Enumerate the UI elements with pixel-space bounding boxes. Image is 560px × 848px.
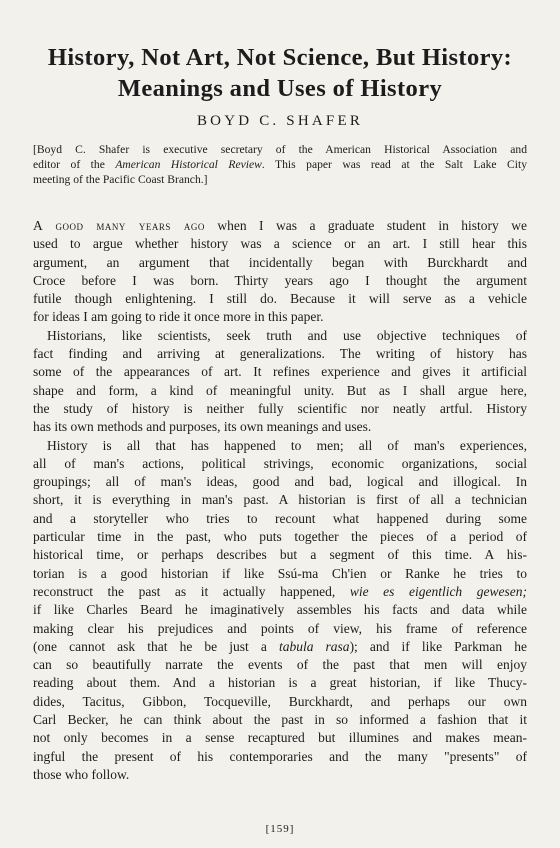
article-body [33, 217, 527, 784]
body-text: ); and if like Parkman he [349, 638, 527, 654]
body-line: torian is a good historian if like Ssú-ma Ch'ien or Ranke he tries to [33, 565, 527, 581]
german-phrase: wie es eigentlich gewesen; [349, 583, 527, 599]
body-line: Croce before I was born. Thirty years ago I thought the argument [33, 272, 527, 288]
body-line: ingful the present of his contemporaries and the many "presents" of [33, 748, 527, 764]
body-line: historical time, or perhaps describes but a segment of this time. A his- [33, 547, 527, 563]
body-text: (one cannot ask that he be just a [33, 638, 279, 654]
body-text: reconstruct the past as it actually happened, [33, 583, 350, 599]
body-line: reading about them. And a historian is a great historian, if like Thucy- [33, 675, 527, 691]
body-line: if like Charles Beard he imaginatively assembles his facts and data while [33, 602, 527, 618]
lead-small-caps: A good many years ago [33, 218, 205, 233]
body-line: making clear his prejudices and points of view, his frame of reference [33, 620, 527, 636]
body-line: dides, Tacitus, Gibbon, Tocqueville, Burckhardt, and perhaps our own [33, 693, 527, 709]
body-line: History is all that has happened to men; all of man's experiences, [47, 437, 527, 453]
body-line: groupings; all of man's ideas, good and bad, logical and illogical. In [33, 474, 527, 490]
body-line: some of the appearances of art. It refines experience and gives it artificial [33, 364, 527, 380]
note-line: meeting of the Pacific Coast Branch.] [33, 173, 208, 186]
body-line [33, 638, 527, 656]
body-line: particular time in the past, who puts together the pieces of a period of [33, 529, 527, 545]
body-line: all of man's actions, political strivings, economic organizations, social [33, 455, 527, 471]
title-line-2: Meanings and Uses of History [117, 75, 443, 102]
body-line: and a storyteller who tries to recount what happened during some [33, 510, 527, 526]
article-page [33, 42, 527, 784]
body-line: Historians, like scientists, seek truth and use objective techniques of [47, 327, 527, 343]
body-line: those who follow. [33, 766, 130, 782]
note-line: [Boyd C. Shafer is executive secretary of the American Historical Association and [33, 143, 527, 156]
author-note [33, 142, 527, 187]
body-line [33, 217, 527, 235]
note-text: editor of the [33, 158, 116, 171]
body-line: Carl Becker, he can think about the past in so informed a fashion that it [33, 712, 527, 728]
body-line: argument, an argument that incidentally began with Burckhardt and [33, 254, 527, 270]
body-line [33, 583, 527, 601]
title-line-1: History, Not Art, Not Science, But History: [47, 44, 513, 71]
body-line: the study of history is neither fully scientific nor neatly artful. History [33, 400, 527, 416]
note-text: . This paper was read at the Salt Lake City [261, 158, 527, 171]
journal-title: American Historical Review [115, 158, 262, 171]
body-line: can so beautifully narrate the events of the past that men will enjoy [33, 657, 527, 673]
body-line: for ideas I am going to ride it once more in this paper. [33, 309, 324, 325]
latin-phrase: tabula rasa [278, 638, 350, 654]
body-line: not only becomes in a sense recaptured but illumines and makes mean- [33, 730, 527, 746]
body-text: when I was a graduate student in history we [204, 218, 527, 233]
page-number: [159] [265, 823, 295, 835]
body-line: shape and form, a kind of meaningful unity. But as I shall argue here, [33, 382, 527, 398]
author-name: BOYD C. SHAFER [196, 113, 364, 129]
note-line [33, 157, 527, 172]
body-line: short, it is everything in man's past. A historian is first of all a technician [33, 492, 527, 508]
body-line: futile though enlightening. I still do. Because it will serve as a vehicle [33, 291, 527, 307]
article-title [33, 42, 527, 104]
body-line: used to argue whether history was a science or an art. I still hear this [33, 236, 527, 252]
body-line: fact finding and arriving at generalizations. The writing of history has [33, 346, 527, 362]
body-line: has its own methods and purposes, its own meanings and uses. [33, 419, 372, 435]
